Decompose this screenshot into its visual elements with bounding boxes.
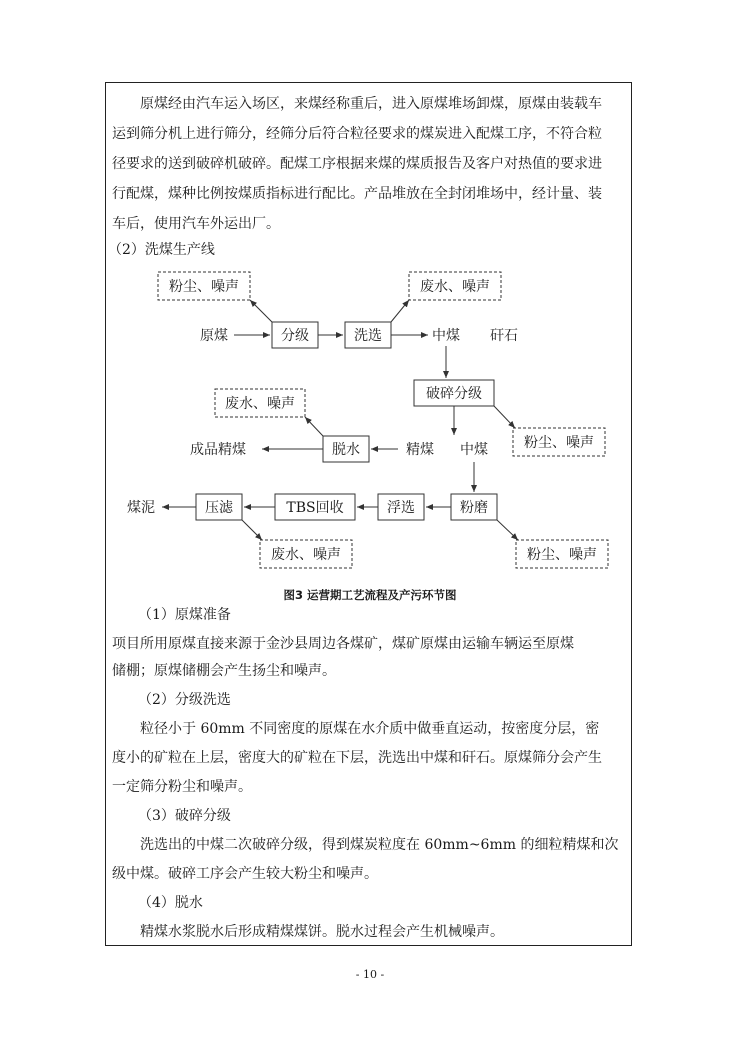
intro-line-5: 车后，使用汽车外运出厂。 bbox=[112, 216, 280, 232]
intro-line-1: 原煤经由汽车运入场区，来煤经称重后，进入原煤堆场卸煤，原煤由装载车 bbox=[140, 96, 602, 112]
tbs-label: TBS回收 bbox=[286, 500, 344, 516]
arrow-crushing-emission bbox=[494, 406, 515, 428]
figure-caption: 图3 运营期工艺流程及产污环节图 bbox=[283, 588, 457, 602]
section-2-line-1: 粒径小于 60mm 不同密度的原煤在水介质中做垂直运动，按密度分层，密 bbox=[140, 721, 600, 737]
section-4-heading: （4）脱水 bbox=[138, 895, 203, 911]
water-noise-label-3: 废水、噪声 bbox=[271, 547, 341, 563]
dust-noise-label-3: 粉尘、噪声 bbox=[527, 547, 597, 563]
product-coal-label: 成品精煤 bbox=[190, 442, 246, 458]
flotation-label: 浮选 bbox=[387, 500, 415, 516]
section-2-heading: （2）分级洗选 bbox=[138, 692, 231, 708]
arrow-grading-emission bbox=[250, 300, 272, 322]
middle-coal-label: 中煤 bbox=[432, 328, 460, 344]
intro-line-2: 运到筛分机上进行筛分，经筛分后符合粒径要求的煤炭进入配煤工序，不符合粒 bbox=[112, 126, 602, 142]
washing-label: 洗选 bbox=[354, 328, 382, 344]
page-number: - 10 - bbox=[355, 968, 385, 981]
section-3-line-1: 洗选出的中煤二次破碎分级，得到煤炭粒度在 60mm~6mm 的细粒精煤和次 bbox=[140, 837, 619, 853]
section-4-line-1: 精煤水浆脱水后形成精煤煤饼。脱水过程会产生机械噪声。 bbox=[140, 924, 504, 940]
section-2-line-3: 一定筛分粉尘和噪声。 bbox=[112, 779, 252, 795]
filter-press-label: 压滤 bbox=[205, 500, 233, 516]
water-noise-label-1: 废水、噪声 bbox=[420, 279, 490, 295]
arrow-filter-emission bbox=[242, 520, 262, 540]
raw-coal-label: 原煤 bbox=[200, 328, 228, 344]
section-3-heading: （3）破碎分级 bbox=[138, 808, 231, 824]
section-1-heading: （1）原煤准备 bbox=[138, 607, 231, 623]
slime-label: 煤泥 bbox=[127, 500, 155, 516]
grinding-label: 粉磨 bbox=[460, 500, 488, 516]
intro-line-3: 径要求的送到破碎机破碎。配煤工序根据来煤的煤质报告及客户对热值的要求进 bbox=[112, 156, 602, 172]
grading-label: 分级 bbox=[281, 328, 309, 344]
clean-coal-label: 精煤 bbox=[406, 442, 434, 458]
water-noise-label-2: 废水、噪声 bbox=[225, 396, 295, 412]
section-2-line-2: 度小的矿粒在上层，密度大的矿粒在下层，洗选出中煤和矸石。原煤筛分会产生 bbox=[112, 750, 602, 766]
middle-coal-2-label: 中煤 bbox=[460, 442, 488, 458]
dewatering-label: 脱水 bbox=[332, 442, 360, 458]
section-heading: （2）洗煤生产线 bbox=[108, 242, 215, 258]
intro-line-4: 行配煤，煤种比例按煤质指标进行配比。产品堆放在全封闭堆场中，经计量、装 bbox=[112, 186, 602, 202]
gangue-label: 矸石 bbox=[490, 328, 518, 344]
crushing-label: 破碎分级 bbox=[426, 386, 482, 402]
arrow-dewatering-emission bbox=[305, 417, 323, 436]
arrow-washing-emission bbox=[391, 300, 409, 322]
dust-noise-label-1: 粉尘、噪声 bbox=[169, 279, 239, 295]
section-1-line-2: 储棚；原煤储棚会产生扬尘和噪声。 bbox=[112, 663, 336, 679]
dust-noise-label-2: 粉尘、噪声 bbox=[524, 435, 594, 451]
section-3-line-2: 级中煤。破碎工序会产生较大粉尘和噪声。 bbox=[112, 866, 378, 882]
arrow-grinding-emission bbox=[497, 520, 518, 540]
section-1-line-1: 项目所用原煤直接来源于金沙县周边各煤矿，煤矿原煤由运输车辆运至原煤 bbox=[112, 636, 574, 652]
